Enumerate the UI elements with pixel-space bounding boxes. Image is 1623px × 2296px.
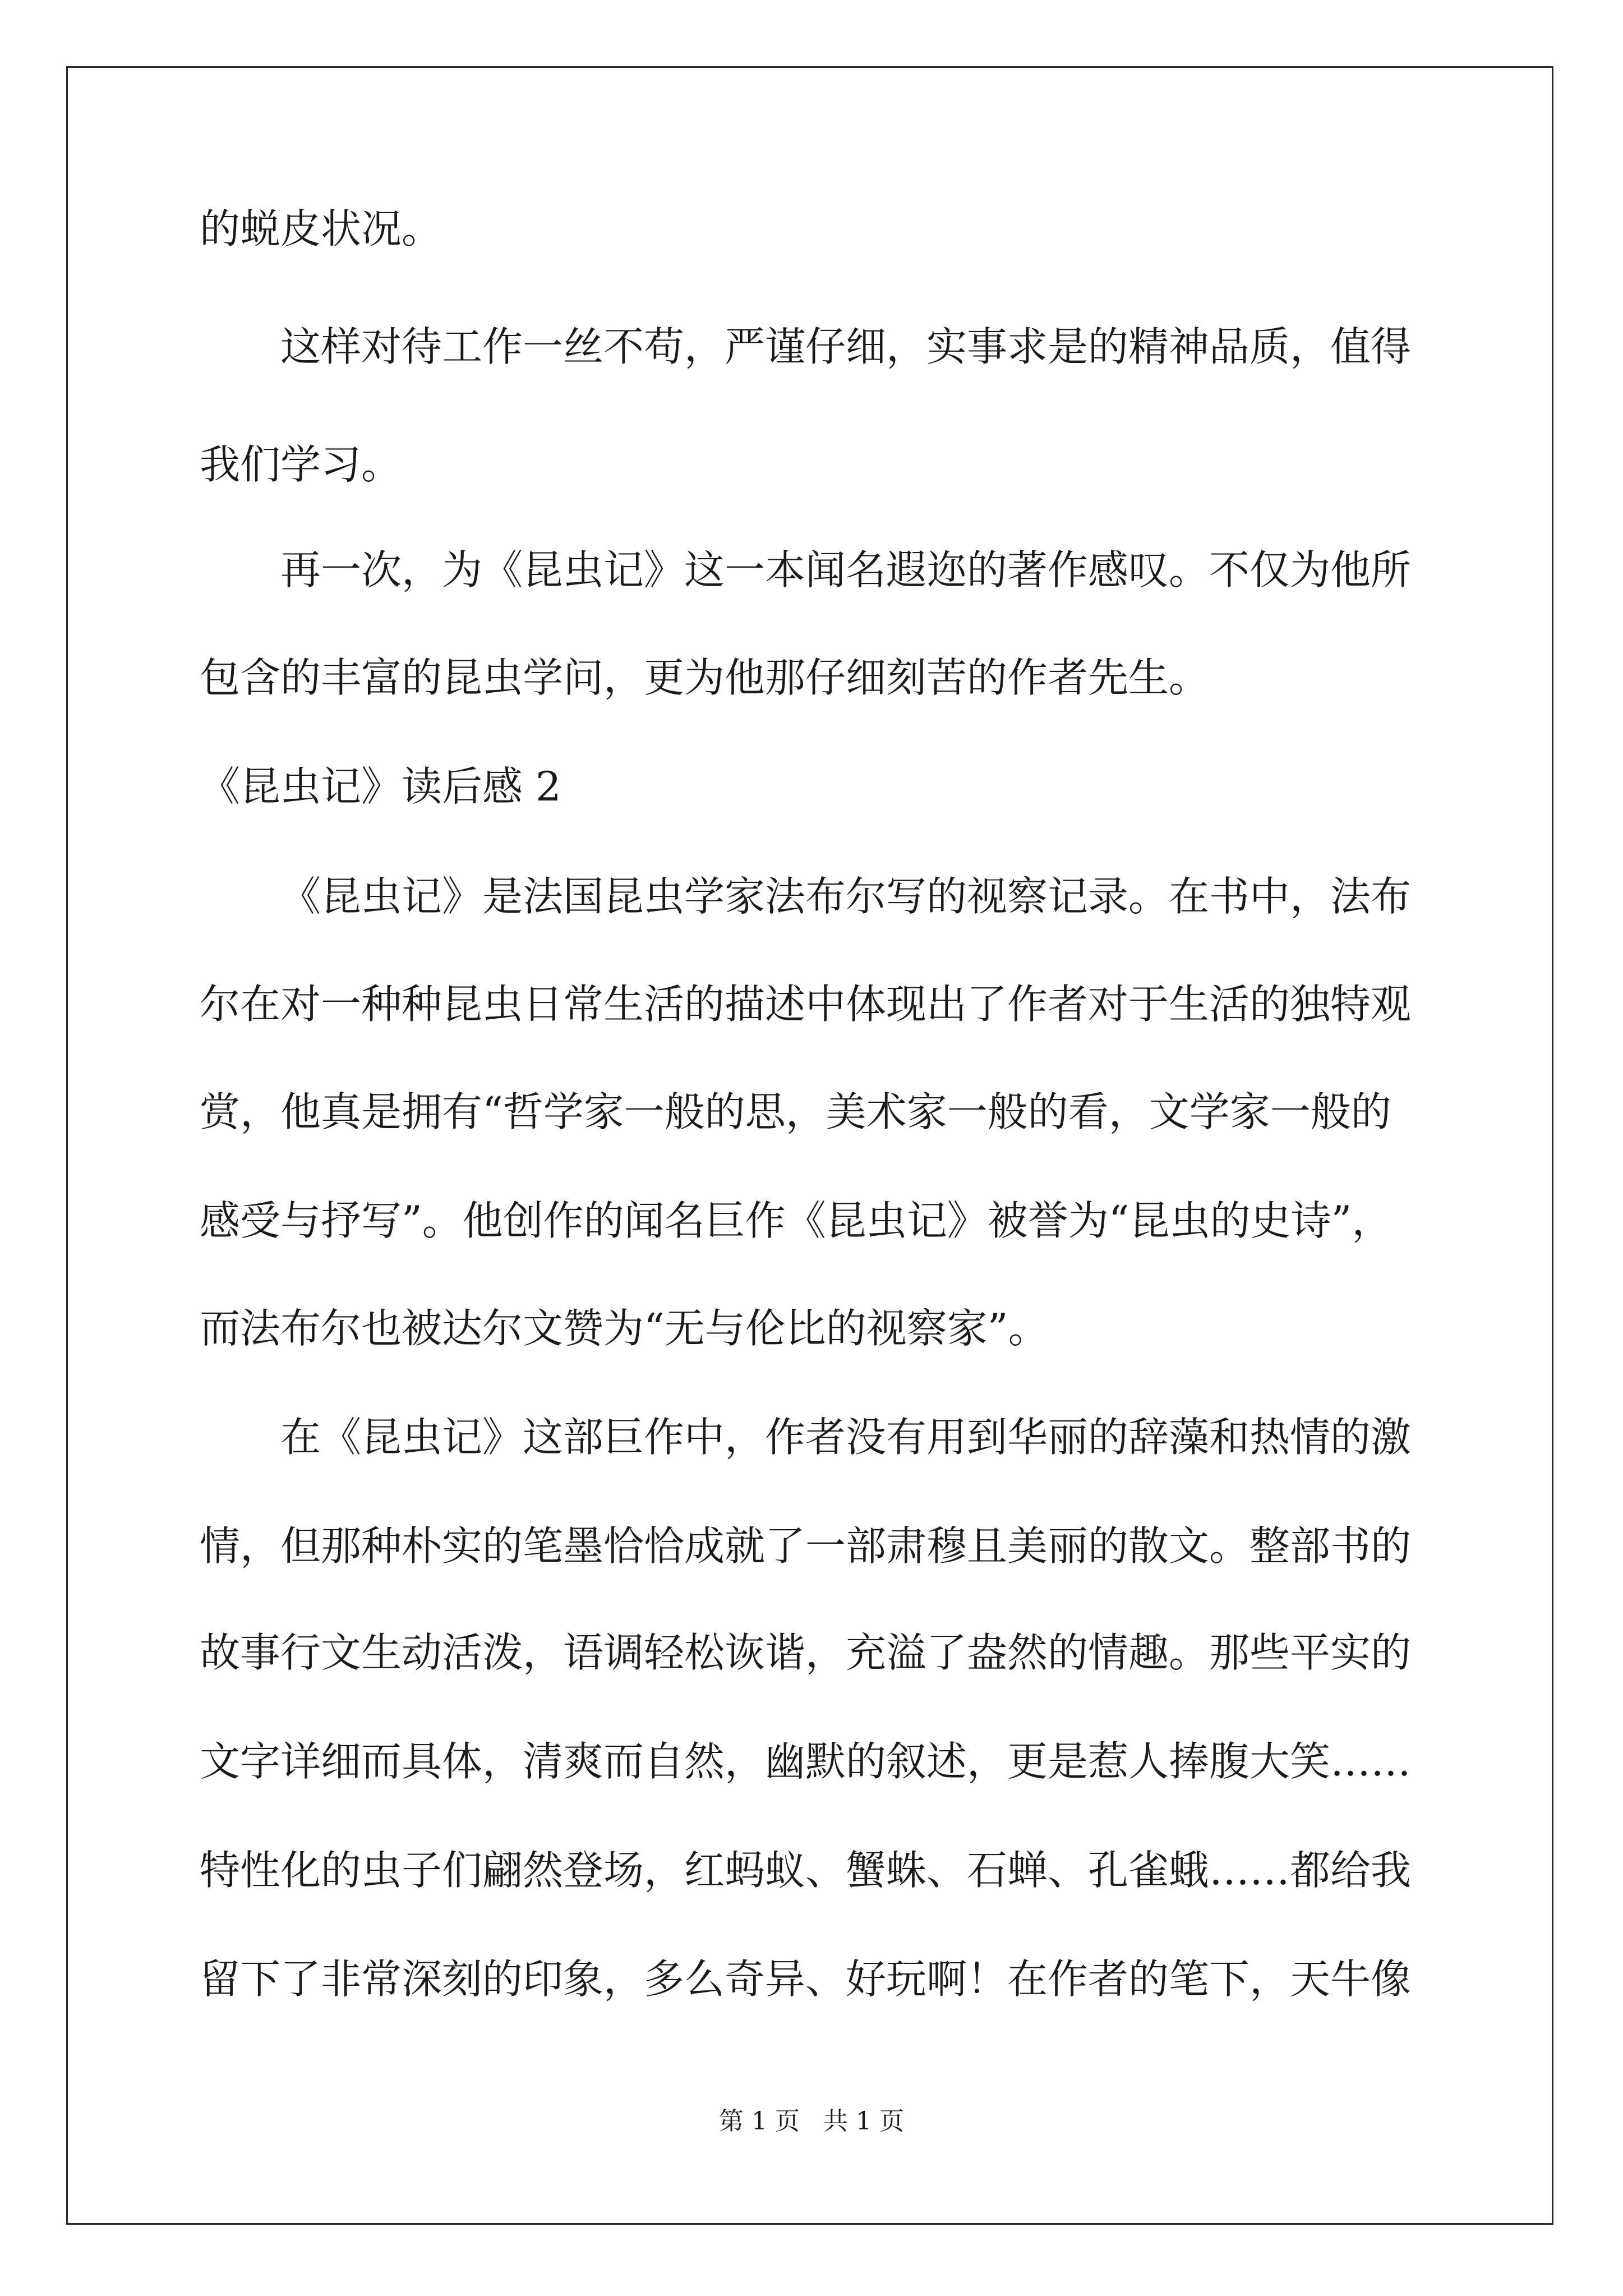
text-line-14: 故事行文生动活泼，语调轻松诙谐，充溢了盎然的情趣。那些平实的 [200, 1629, 1412, 1676]
text-line-10: 感受与抒写”。他创作的闻名巨作《昆虫记》被誉为“昆虫的史诗”， [200, 1197, 1393, 1244]
text-line-3: 我们学习。 [200, 441, 402, 488]
section-heading: 《昆虫记》读后感 2 [200, 763, 561, 810]
text-line-5: 包含的丰富的昆虫学问，更为他那仔细刻苦的作者先生。 [200, 654, 1210, 701]
text-line-11: 而法布尔也被达尔文赞为“无与伦比的视察家”。 [200, 1305, 1049, 1352]
text-line-2: 这样对待工作一丝不苟，严谨仔细，实事求是的精神品质，值得 [280, 323, 1412, 370]
page-footer [0, 2105, 1623, 2138]
text-line-16: 特性化的虫子们翩然登场，红蚂蚁、蟹蛛、石蝉、孔雀蛾……都给我 [200, 1847, 1412, 1894]
text-line-13: 情，但那种朴实的笔墨恰恰成就了一部肃穆且美丽的散文。整部书的 [200, 1522, 1412, 1570]
page-number: 第 1 页 [719, 2107, 800, 2136]
page-total: 共 1 页 [823, 2107, 904, 2136]
text-line-8: 尔在对一种种昆虫日常生活的描述中体现出了作者对于生活的独特观 [200, 981, 1412, 1028]
page-border [66, 66, 1553, 2225]
text-line-9: 赏，他真是拥有“哲学家一般的思，美术家一般的看，文学家一般的 [200, 1088, 1391, 1135]
text-line-4: 再一次，为《昆虫记》这一本闻名遐迩的著作感叹。不仅为他所 [280, 546, 1412, 593]
text-line-17: 留下了非常深刻的印象，多么奇异、好玩啊！在作者的笔下，天牛像 [200, 1955, 1412, 2003]
text-line-7: 《昆虫记》是法国昆虫学家法布尔写的视察记录。在书中，法布 [280, 873, 1412, 920]
text-line-15: 文字详细而具体，清爽而自然，幽默的叙述，更是惹人捧腹大笑…… [200, 1738, 1412, 1785]
text-line-1: 的蜕皮状况。 [200, 205, 442, 252]
text-line-12: 在《昆虫记》这部巨作中，作者没有用到华丽的辞藻和热情的激 [280, 1414, 1412, 1461]
